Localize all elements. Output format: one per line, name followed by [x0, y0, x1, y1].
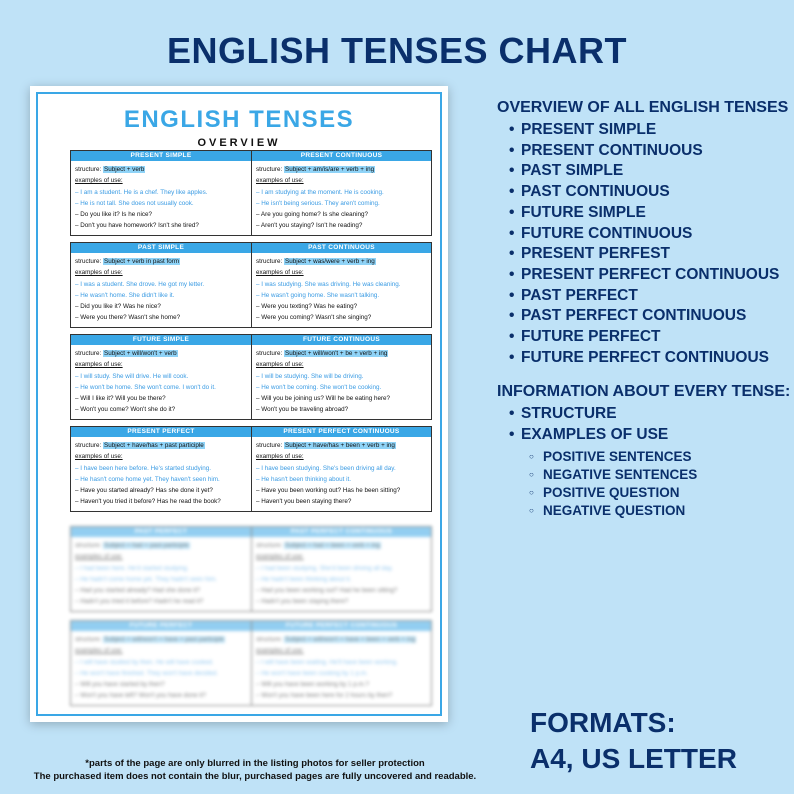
tense-box-body [252, 537, 431, 608]
tense-box [71, 335, 251, 419]
positive-question: – Will I like it? Will you be there? [75, 395, 166, 403]
structure-row [75, 256, 247, 267]
formats-block [530, 705, 737, 777]
blur-note-line-1: *parts of the page are only blurred in the listing photos for seller protection [85, 758, 425, 769]
negative-example: – He wasn't home. She didn't like it. [75, 291, 175, 299]
positive-example: – I have been here before. He's started studying. [75, 464, 211, 472]
tense-pair [70, 150, 432, 236]
tense-box-body [71, 345, 251, 416]
positive-question: – Will you have started by then? [75, 681, 165, 689]
tense-box [71, 427, 251, 511]
tense-box [251, 335, 431, 419]
negative-question: – Haven't you been staying there? [256, 498, 352, 506]
negative-question: – Were you there? Wasn't she home? [75, 314, 181, 322]
tense-box-title: FUTURE SIMPLE [71, 335, 251, 345]
positive-question: – Have you started already? Has she done it yet? [75, 487, 213, 495]
examples-label: examples of use: [75, 647, 123, 655]
examples-label: examples of use: [256, 269, 304, 277]
negative-example: – He hasn't come home yet. They haven't seen him. [75, 475, 220, 483]
negative-question: – Don't you have homework? Isn't she tired? [75, 222, 199, 230]
tense-box [251, 151, 431, 235]
feature-panel [497, 98, 791, 520]
example-type-list [497, 448, 787, 520]
structure-row [256, 540, 427, 551]
structure-formula: Subject + verb in past form [104, 258, 180, 265]
negative-question: – Were you coming? Wasn't she singing? [256, 314, 372, 322]
blur-note-line-2: The purchased item does not contain the blur, purchased pages are fully uncovered and readable. [33, 771, 477, 782]
negative-example: – He won't be coming. She won't be cooking. [256, 383, 382, 391]
structure-label: structure: [75, 258, 102, 265]
tense-list-item: • FUTURE SIMPLE [497, 203, 787, 224]
positive-question: – Had you started already? Had she done it? [75, 587, 200, 595]
structure-label: structure: [75, 166, 102, 173]
tense-box-body [252, 345, 431, 416]
examples-label: examples of use: [75, 453, 123, 461]
structure-row [256, 256, 427, 267]
tense-list-item: • PRESENT CONTINUOUS [497, 141, 787, 162]
tense-list [497, 120, 787, 368]
examples-label: examples of use: [75, 553, 123, 561]
tense-box-body [71, 161, 251, 232]
structure-formula: Subject + am/is/are + verb + ing [285, 166, 375, 173]
negative-question: – Hadn't you tried it before? Hadn't he read it? [75, 598, 204, 606]
structure-formula: Subject + will/won't + verb [104, 350, 177, 357]
tense-box-title: PRESENT SIMPLE [71, 151, 251, 161]
positive-example: – I am studying at the moment. He is cooking. [256, 188, 384, 196]
structure-formula: Subject + will/won't + have + past participle [104, 636, 225, 643]
tense-box-title: PRESENT CONTINUOUS [252, 151, 431, 161]
tense-list-item: • FUTURE PERFECT [497, 327, 787, 348]
structure-formula: Subject + have/has + been + verb + ing [285, 442, 395, 449]
tense-box [251, 621, 431, 705]
negative-example: – He won't be home. She won't come. I won't do it. [75, 383, 216, 391]
example-type-item: ○ POSITIVE QUESTION [497, 484, 787, 502]
positive-question: – Do you like it? Is he nice? [75, 211, 153, 219]
example-type-item: ○ NEGATIVE SENTENCES [497, 466, 787, 484]
tense-box [71, 243, 251, 327]
tense-pair [70, 526, 432, 612]
formats-label: FORMATS: [530, 707, 676, 738]
tense-box-title: PAST SIMPLE [71, 243, 251, 253]
structure-row [256, 348, 427, 359]
tense-list-item: • PRESENT PERFECT CONTINUOUS [497, 265, 787, 286]
positive-question: – Will you have been working by 1 p.m.? [256, 681, 370, 689]
examples-label: examples of use: [75, 269, 123, 277]
positive-example: – I will have studied by then. He will have cooked. [75, 658, 214, 666]
example-type-item: ○ POSITIVE SENTENCES [497, 448, 787, 466]
examples-label: examples of use: [256, 361, 304, 369]
tense-box-title: PRESENT PERFECT [71, 427, 251, 437]
structure-label: structure: [256, 636, 283, 643]
tense-box-body [252, 631, 431, 702]
negative-question: – Won't you have left? Won't you have done it? [75, 692, 206, 700]
tense-list-item: • PAST CONTINUOUS [497, 182, 787, 203]
tense-box [71, 621, 251, 705]
positive-example: – I will study. She will drive. He will cook. [75, 372, 189, 380]
structure-formula: Subject + verb [104, 166, 145, 173]
worksheet-title: ENGLISH TENSES [123, 106, 355, 133]
positive-example: – I have been studying. She's been driving all day. [256, 464, 396, 472]
structure-label: structure: [256, 442, 283, 449]
tense-list-item: • PAST PERFECT CONTINUOUS [497, 306, 787, 327]
positive-example: – I had been here. He'd started studying. [75, 564, 189, 572]
negative-example: – He won't have finished. They won't have decided. [75, 669, 219, 677]
tense-list-item: • PRESENT PERFEST [497, 244, 787, 265]
tense-box-body [71, 537, 251, 608]
structure-formula: Subject + will/won't + be + verb + ing [285, 350, 388, 357]
examples-label: examples of use: [256, 647, 304, 655]
tense-box-body [71, 253, 251, 324]
negative-question: – Haven't you tried it before? Has he read the book? [75, 498, 221, 506]
tense-pair [70, 242, 432, 328]
tense-box [71, 151, 251, 235]
negative-example: – He isn't being serious. They aren't coming. [256, 199, 380, 207]
structure-label: structure: [75, 636, 102, 643]
structure-row [256, 634, 427, 645]
main-title: ENGLISH TENSES CHART [166, 30, 628, 71]
positive-question: – Had you been working out? Had he been sitting? [256, 587, 398, 595]
tense-box-title: PAST PERFECT CONTINUOUS [252, 527, 431, 537]
tense-pair [70, 426, 432, 512]
structure-formula: Subject + had + been + verb + ing [285, 542, 380, 549]
structure-formula: Subject + was/were + verb + ing [285, 258, 375, 265]
negative-example: – He won't have been cooking by 1 p.m. [256, 669, 368, 677]
negative-question: – Won't you have been here for 2 hours by then? [256, 692, 393, 700]
examples-label: examples of use: [256, 453, 304, 461]
structure-label: structure: [256, 542, 283, 549]
tense-box-title: FUTURE CONTINUOUS [252, 335, 431, 345]
structure-label: structure: [256, 166, 283, 173]
structure-row [75, 164, 247, 175]
negative-example: – He hasn't been thinking about it. [256, 475, 352, 483]
positive-question: – Have you been working out? Has he been sitting? [256, 487, 401, 495]
positive-question: – Were you texting? Was he eating? [256, 303, 358, 311]
tense-box-title: PAST PERFECT [71, 527, 251, 537]
examples-label: examples of use: [75, 361, 123, 369]
structure-label: structure: [75, 442, 102, 449]
examples-label: examples of use: [256, 553, 304, 561]
info-list-item: • EXAMPLES OF USE [497, 425, 787, 446]
structure-formula: Subject + have/has + past participle [104, 442, 204, 449]
tense-box-body [252, 161, 431, 232]
positive-question: – Are you going home? Is she cleaning? [256, 211, 369, 219]
structure-label: structure: [75, 542, 102, 549]
tense-list-item: • PRESENT SIMPLE [497, 120, 787, 141]
structure-row [75, 348, 247, 359]
tense-box-title: PAST CONTINUOUS [252, 243, 431, 253]
positive-question: – Did you like it? Was he nice? [75, 303, 161, 311]
positive-example: – I was a student. She drove. He got my letter. [75, 280, 205, 288]
negative-example: – He is not tall. She does not usually cook. [75, 199, 194, 207]
info-list [497, 404, 787, 445]
formats-value: A4, US LETTER [530, 743, 737, 774]
worksheet-preview [30, 86, 448, 722]
tense-box-title: FUTURE PERFECT [71, 621, 251, 631]
positive-example: – I had been studying. She'd been driving all day. [256, 564, 393, 572]
tense-box-body [71, 631, 251, 702]
blur-note [0, 757, 510, 783]
example-type-item: ○ NEGATIVE QUESTION [497, 502, 787, 520]
info-heading: INFORMATION ABOUT EVERY TENSE: [497, 383, 791, 401]
structure-label: structure: [75, 350, 102, 357]
tense-box-body [252, 437, 431, 508]
positive-question: – Will you be joining us? Will he be eating here? [256, 395, 391, 403]
tense-box [251, 427, 431, 511]
tense-box [71, 527, 251, 611]
negative-question: – Aren't you staying? Isn't he reading? [256, 222, 363, 230]
examples-label: examples of use: [256, 177, 304, 185]
structure-formula: Subject + will/won't + have + been + verb + ing [285, 636, 416, 643]
negative-question: – Hadn't you been staying there? [256, 598, 349, 606]
overview-heading: OVERVIEW OF ALL ENGLISH TENSES [497, 99, 789, 116]
tense-box-body [71, 437, 251, 508]
negative-question: – Won't you come? Won't she do it? [75, 406, 176, 414]
tense-list-item: • PAST SIMPLE [497, 161, 787, 182]
tense-box-title: FUTURE PERFECT CONTINUOUS [252, 621, 431, 631]
structure-row [256, 440, 427, 451]
tense-pair [70, 620, 432, 706]
negative-example: – He wasn't going home. She wasn't talking. [256, 291, 380, 299]
tense-box-body [252, 253, 431, 324]
tense-list-item: • FUTURE CONTINUOUS [497, 224, 787, 245]
structure-formula: Subject + had + past participle [104, 542, 189, 549]
positive-example: – I will be studying. She will be driving. [256, 372, 364, 380]
tense-list-item: • PAST PERFECT [497, 286, 787, 307]
examples-label: examples of use: [75, 177, 123, 185]
structure-label: structure: [256, 258, 283, 265]
structure-row [256, 164, 427, 175]
structure-row [75, 540, 247, 551]
structure-row [75, 634, 247, 645]
info-list-item: • STRUCTURE [497, 404, 787, 425]
tense-box [251, 243, 431, 327]
negative-example: – He hadn't come home yet. They hadn't seen him. [75, 575, 217, 583]
negative-question: – Won't you be traveling abroad? [256, 406, 349, 414]
tense-box [251, 527, 431, 611]
tense-box-title: PRESENT PERFECT CONTINUOUS [252, 427, 431, 437]
structure-label: structure: [256, 350, 283, 357]
structure-row [75, 440, 247, 451]
positive-example: – I will have been waiting. He'll have been working. [256, 658, 398, 666]
tense-pair [70, 334, 432, 420]
worksheet-subtitle: OVERVIEW [197, 137, 281, 149]
negative-example: – He hadn't been thinking about it. [256, 575, 352, 583]
positive-example: – I was studying. She was driving. He was cleaning. [256, 280, 401, 288]
tense-list-item: • FUTURE PERFECT CONTINUOUS [497, 348, 787, 369]
positive-example: – I am a student. He is a chef. They like apples. [75, 188, 208, 196]
